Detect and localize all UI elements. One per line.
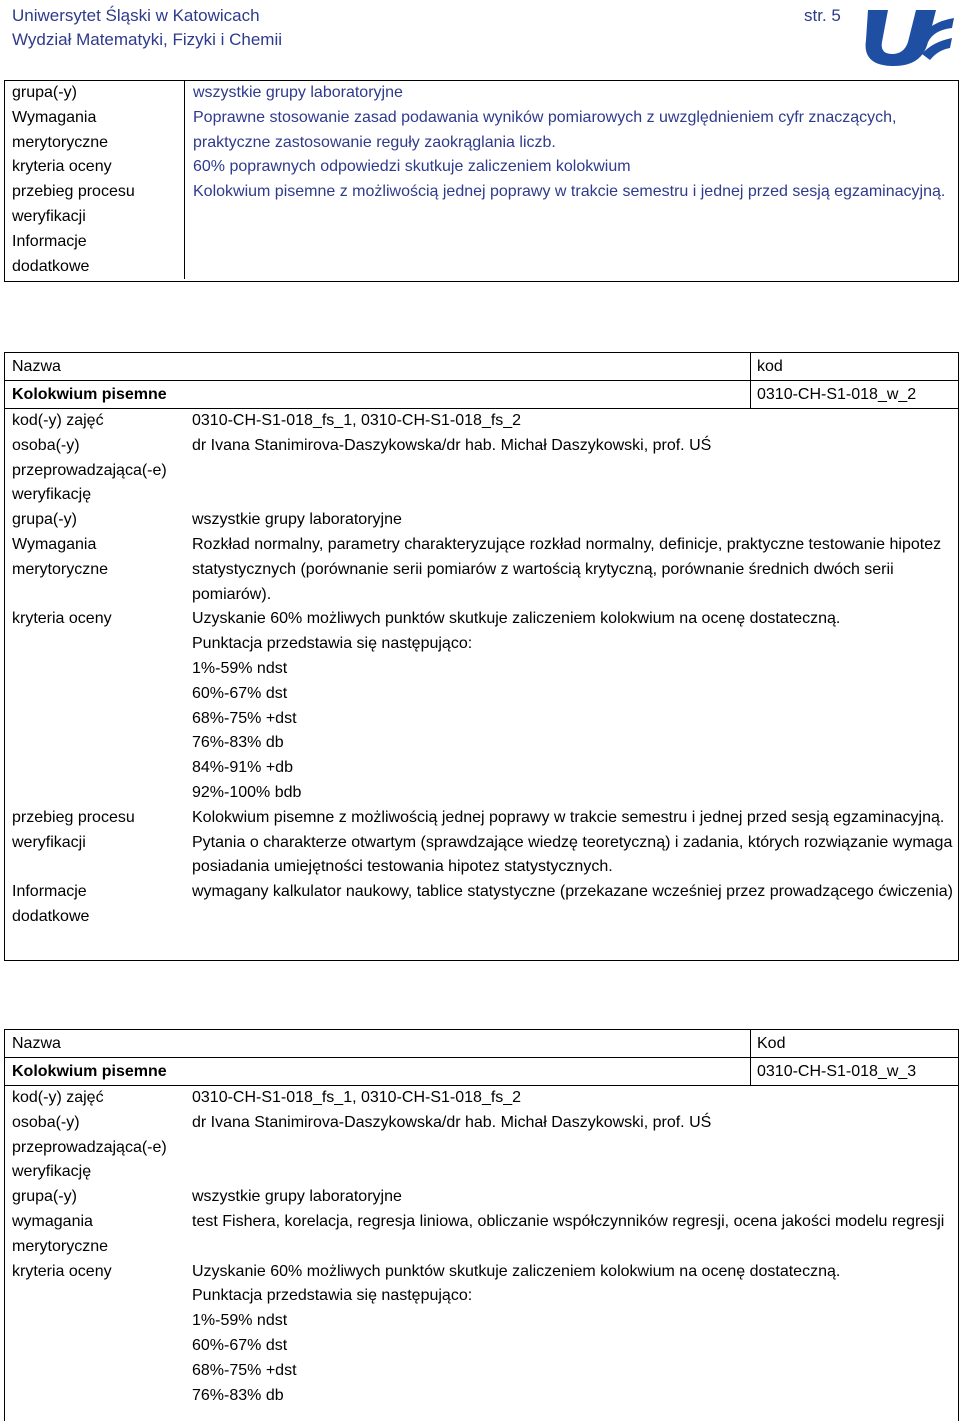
table-row [5,508,958,533]
table-kolokwium-w2 [4,352,959,961]
table-row [5,533,958,607]
code-label: kod [750,353,958,380]
row-label: kod(-y) zajęć [12,412,104,429]
assessment-code: 0310-CH-S1-018_w_2 [750,381,958,408]
table-row [5,1185,958,1210]
assessment-name: Kolokwium pisemne [12,386,167,403]
table-row [5,434,958,508]
table-row [5,1086,958,1111]
row-value [184,607,958,805]
row-label: Wymagania merytoryczne [12,535,109,578]
page-header [0,0,960,72]
criteria-line: Punktacja przedstawia się następująco: [192,635,473,653]
faculty-name: Wydział Matematyki, Fizyki i Chemii [12,30,282,49]
row-label: Informacje dodatkowe [12,883,90,925]
table-row [5,1210,958,1260]
criteria-line: Punktacja przedstawia się następująco: [192,1287,473,1305]
table-head-labels [5,1030,958,1058]
row-label: kod(-y) zajęć [12,1089,104,1106]
criteria-line: 84%-91% +db [192,759,293,777]
row-value: 60% poprawnych odpowiedzi skutkuje zaliczeniem kolokwium [184,155,958,180]
criteria-line: 68%-75% +dst [192,1361,297,1379]
criteria-line: 60%-67% dst [192,1336,288,1354]
row-value: wszystkie grupy laboratoryjne [192,511,402,529]
table-kolokwium-w3 [4,1029,959,1421]
table-row [5,106,958,156]
table-row [5,409,958,434]
code-label: Kod [750,1030,958,1057]
row-label: kryteria oceny [12,610,112,628]
criteria-line: 1%-59% ndst [192,659,288,677]
row-value [184,1260,958,1409]
table-row [5,1260,958,1409]
table-row [5,230,958,280]
university-logo [858,2,956,68]
row-label: przebieg procesu weryfikacji [12,808,135,851]
row-value: 0310-CH-S1-018_fs_1, 0310-CH-S1-018_fs_2 [192,412,522,429]
table-head-labels [5,353,958,381]
table-head-values [5,381,958,409]
criteria-line: 92%-100% bdb [192,783,302,801]
row-value: 0310-CH-S1-018_fs_1, 0310-CH-S1-018_fs_2 [192,1089,522,1106]
row-value: Kolokwium pisemne z możliwością jednej poprawy w trakcie semestru i jednej przed sesją egzaminacyjną. Pytania o charakterze otwartym (sprawdzające wiedzę teoretyczną) i zadania, których rozwiązanie wymaga posiadania umiejętności testowania hipotez statystycznych. [192,808,953,876]
table-row [5,81,958,106]
table-row [5,607,958,805]
table-row [5,180,958,230]
row-value: Rozkład normalny, parametry charakteryzujące rozkład normalny, definicje, praktyczne testowanie hipotez statystycznych (porównanie serii pomiarów z wartością krytyczną, porównanie średnich dwóch serii pomiarów). [192,535,942,603]
table-kolokwium-w1-tail [4,80,959,282]
row-label: Informacje dodatkowe [12,232,90,275]
row-value: wszystkie grupy laboratoryjne [192,1188,402,1206]
row-label: kryteria oceny [12,1262,112,1280]
row-label: Wymagania merytoryczne [12,108,109,151]
row-value: wszystkie grupy laboratoryjne [184,81,958,106]
assessment-name: Kolokwium pisemne [12,1063,167,1080]
row-value: Poprawne stosowanie zasad podawania wyników pomiarowych z uwzględnieniem cyfr znaczących, praktyczne zastosowanie reguły zaokrąglania liczb. [184,106,958,156]
row-label: grupa(-y) [12,511,77,529]
row-value: dr Ivana Stanimirova-Daszykowska/dr hab. Michał Daszykowski, prof. UŚ [192,1113,712,1131]
table-row [5,1111,958,1185]
row-value: Kolokwium pisemne z możliwością jednej poprawy w trakcie semestru i jednej przed sesją egzaminacyjną. [184,180,958,230]
table-row [5,806,958,880]
criteria-line: 60%-67% dst [192,684,288,702]
assessment-code: 0310-CH-S1-018_w_3 [750,1058,958,1085]
row-label: wymagania merytoryczne [12,1212,109,1255]
row-label: kryteria oceny [12,158,112,176]
criteria-line: 76%-83% db [192,1386,284,1404]
criteria-main: Uzyskanie 60% możliwych punktów skutkuje zaliczeniem kolokwium na ocenę dostateczną. [192,1262,841,1280]
header-institution [12,4,282,52]
row-value: dr Ivana Stanimirova-Daszykowska/dr hab. Michał Daszykowski, prof. UŚ [192,436,712,454]
row-label: osoba(-y) przeprowadzająca(-e) weryfikację [12,436,167,504]
row-value [184,230,958,280]
row-value: test Fishera, korelacja, regresja liniowa, obliczanie współczynników regresji, ocena jakości modelu regresji [192,1212,945,1230]
criteria-line: 76%-83% db [192,734,284,752]
university-name: Uniwersytet Śląski w Katowicach [12,6,260,25]
table-head-values [5,1058,958,1086]
row-label: grupa(-y) [12,1188,77,1206]
criteria-line: 1%-59% ndst [192,1312,288,1330]
row-label: osoba(-y) przeprowadzająca(-e) weryfikację [12,1113,167,1181]
criteria-line: 68%-75% +dst [192,709,297,727]
criteria-main: Uzyskanie 60% możliwych punktów skutkuje zaliczeniem kolokwium na ocenę dostateczną. [192,610,841,628]
table-row [5,880,958,930]
name-label: Nazwa [12,1035,61,1052]
row-label: przebieg procesu weryfikacji [12,183,135,225]
table-row [5,155,958,180]
row-value: wymagany kalkulator naukowy, tablice statystyczne (przekazane wcześniej przez prowadzącego ćwiczenia) [192,883,953,901]
row-label: grupa(-y) [12,84,77,101]
page-number: str. 5 [804,6,841,25]
name-label: Nazwa [12,358,61,375]
